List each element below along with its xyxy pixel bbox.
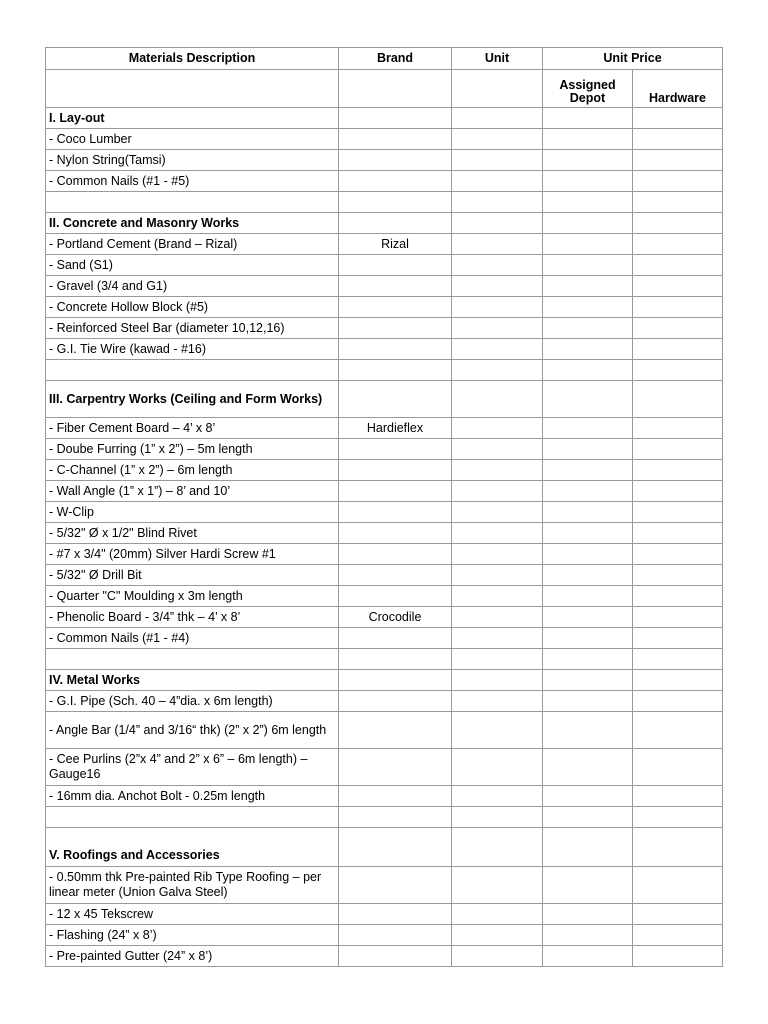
hardware-cell: [633, 129, 723, 150]
header-brand: Brand: [339, 48, 452, 70]
table-row: [46, 297, 723, 318]
hardware-cell: [633, 381, 723, 418]
unit-cell: [452, 749, 543, 786]
material-description: - W-Clip: [46, 502, 339, 523]
material-description: - 5/32" Ø Drill Bit: [46, 565, 339, 586]
assigned-depot-cell: [543, 586, 633, 607]
table-row: [46, 786, 723, 807]
unit-cell: [452, 712, 543, 749]
material-description: - Gravel (3/4 and G1): [46, 276, 339, 297]
brand-cell: [339, 904, 452, 925]
assigned-depot-cell: [543, 502, 633, 523]
hardware-cell: [633, 925, 723, 946]
brand-cell: [339, 712, 452, 749]
unit-cell: [452, 339, 543, 360]
material-description: - Cee Purlins (2”x 4” and 2” x 6” – 6m length) – Gauge16: [46, 749, 339, 786]
assigned-depot-cell: [543, 108, 633, 129]
assigned-depot-cell: [543, 318, 633, 339]
header-unit: Unit: [452, 48, 543, 70]
assigned-depot-cell: [543, 460, 633, 481]
brand-cell: [339, 192, 452, 213]
hardware-cell: [633, 502, 723, 523]
unit-cell: [452, 418, 543, 439]
hardware-cell: [633, 649, 723, 670]
brand-cell: [339, 749, 452, 786]
table-row: [46, 171, 723, 192]
hardware-cell: [633, 276, 723, 297]
assigned-depot-cell: [543, 925, 633, 946]
brand-cell: [339, 544, 452, 565]
material-description: - Nylon String(Tamsi): [46, 150, 339, 171]
table-row: [46, 867, 723, 904]
material-description: [46, 360, 339, 381]
brand-cell: [339, 381, 452, 418]
unit-cell: [452, 460, 543, 481]
unit-cell: [452, 586, 543, 607]
hardware-cell: [633, 670, 723, 691]
unit-cell: [452, 150, 543, 171]
table-row: [46, 523, 723, 544]
brand-cell: Crocodile: [339, 607, 452, 628]
unit-cell: [452, 691, 543, 712]
hardware-cell: [633, 904, 723, 925]
hardware-cell: [633, 339, 723, 360]
assigned-depot-cell: [543, 192, 633, 213]
unit-cell: [452, 502, 543, 523]
table-row: [46, 544, 723, 565]
assigned-depot-cell: [543, 544, 633, 565]
blank-row: [46, 649, 723, 670]
unit-cell: [452, 670, 543, 691]
material-description: - Angle Bar (1/4” and 3/16“ thk) (2” x 2”) 6m length: [46, 712, 339, 749]
unit-cell: [452, 108, 543, 129]
brand-cell: [339, 691, 452, 712]
brand-cell: [339, 628, 452, 649]
table-row: [46, 628, 723, 649]
header-materials-description: Materials Description: [46, 48, 339, 70]
material-description: - 0.50mm thk Pre-painted Rib Type Roofing – per linear meter (Union Galva Steel): [46, 867, 339, 904]
header-blank: [339, 70, 452, 108]
assigned-depot-cell: [543, 649, 633, 670]
brand-cell: [339, 807, 452, 828]
blank-row: [46, 807, 723, 828]
brand-cell: [339, 318, 452, 339]
brand-cell: [339, 670, 452, 691]
material-description: - G.I. Tie Wire (kawad - #16): [46, 339, 339, 360]
hardware-cell: [633, 749, 723, 786]
unit-cell: [452, 318, 543, 339]
materials-table: [45, 47, 723, 967]
unit-cell: [452, 628, 543, 649]
unit-cell: [452, 786, 543, 807]
assigned-depot-cell: [543, 418, 633, 439]
header-assigned-depot: Assigned Depot: [543, 70, 633, 108]
assigned-depot-cell: [543, 670, 633, 691]
assigned-depot-cell: [543, 439, 633, 460]
hardware-cell: [633, 297, 723, 318]
material-description: [46, 807, 339, 828]
assigned-depot-cell: [543, 946, 633, 967]
assigned-depot-cell: [543, 786, 633, 807]
hardware-cell: [633, 691, 723, 712]
brand-cell: [339, 339, 452, 360]
assigned-depot-cell: [543, 481, 633, 502]
assigned-depot-cell: [543, 749, 633, 786]
hardware-cell: [633, 439, 723, 460]
section-title: IV. Metal Works: [46, 670, 339, 691]
material-description: - Quarter "C" Moulding x 3m length: [46, 586, 339, 607]
table-row: [46, 150, 723, 171]
unit-cell: [452, 544, 543, 565]
section-title: II. Concrete and Masonry Works: [46, 213, 339, 234]
brand-cell: [339, 867, 452, 904]
section-title: I. Lay-out: [46, 108, 339, 129]
material-description: - C-Channel (1” x 2”) – 6m length: [46, 460, 339, 481]
material-description: - Coco Lumber: [46, 129, 339, 150]
hardware-cell: [633, 418, 723, 439]
assigned-depot-cell: [543, 297, 633, 318]
unit-cell: [452, 481, 543, 502]
table-body: [46, 108, 723, 967]
brand-cell: [339, 108, 452, 129]
hardware-cell: [633, 150, 723, 171]
assigned-depot-cell: [543, 807, 633, 828]
brand-cell: Hardieflex: [339, 418, 452, 439]
table-row: [46, 904, 723, 925]
table-row: [46, 318, 723, 339]
table-row: [46, 565, 723, 586]
blank-row: [46, 192, 723, 213]
hardware-cell: [633, 607, 723, 628]
material-description: - Phenolic Board - 3/4” thk – 4’ x 8’: [46, 607, 339, 628]
assigned-depot-cell: [543, 628, 633, 649]
material-description: - Sand (S1): [46, 255, 339, 276]
hardware-cell: [633, 565, 723, 586]
hardware-cell: [633, 586, 723, 607]
hardware-cell: [633, 213, 723, 234]
table-row: [46, 607, 723, 628]
table-row: [46, 276, 723, 297]
table-row: [46, 586, 723, 607]
brand-cell: [339, 171, 452, 192]
assigned-depot-cell: [543, 565, 633, 586]
material-description: - Common Nails (#1 - #5): [46, 171, 339, 192]
section-row: [46, 670, 723, 691]
material-description: - Wall Angle (1” x 1”) – 8’ and 10’: [46, 481, 339, 502]
blank-row: [46, 360, 723, 381]
table-row: [46, 481, 723, 502]
brand-cell: [339, 502, 452, 523]
hardware-cell: [633, 807, 723, 828]
assigned-depot-cell: [543, 150, 633, 171]
unit-cell: [452, 946, 543, 967]
unit-cell: [452, 523, 543, 544]
assigned-depot-cell: [543, 607, 633, 628]
table-row: [46, 439, 723, 460]
section-title: III. Carpentry Works (Ceiling and Form Works): [46, 381, 339, 418]
hardware-cell: [633, 192, 723, 213]
hardware-cell: [633, 712, 723, 749]
material-description: - Flashing (24” x 8’): [46, 925, 339, 946]
hardware-cell: [633, 234, 723, 255]
hardware-cell: [633, 255, 723, 276]
table-row: [46, 418, 723, 439]
assigned-depot-cell: [543, 381, 633, 418]
header-blank: [46, 70, 339, 108]
unit-cell: [452, 129, 543, 150]
unit-cell: [452, 234, 543, 255]
brand-cell: [339, 129, 452, 150]
table-row: [46, 502, 723, 523]
hardware-cell: [633, 628, 723, 649]
hardware-cell: [633, 867, 723, 904]
unit-cell: [452, 828, 543, 867]
brand-cell: [339, 946, 452, 967]
header-hardware: Hardware: [633, 70, 723, 108]
hardware-cell: [633, 786, 723, 807]
table-row: [46, 749, 723, 786]
assigned-depot-cell: [543, 691, 633, 712]
brand-cell: [339, 565, 452, 586]
unit-cell: [452, 192, 543, 213]
brand-cell: [339, 213, 452, 234]
material-description: - #7 x 3/4" (20mm) Silver Hardi Screw #1: [46, 544, 339, 565]
brand-cell: [339, 828, 452, 867]
assigned-depot-cell: [543, 828, 633, 867]
header-unit-price: Unit Price: [543, 48, 723, 70]
unit-cell: [452, 867, 543, 904]
material-description: - Portland Cement (Brand – Rizal): [46, 234, 339, 255]
table-row: [46, 129, 723, 150]
section-title: V. Roofings and Accessories: [46, 828, 339, 867]
section-row: [46, 828, 723, 867]
unit-cell: [452, 649, 543, 670]
material-description: [46, 649, 339, 670]
assigned-depot-cell: [543, 712, 633, 749]
assigned-depot-cell: [543, 276, 633, 297]
section-row: [46, 108, 723, 129]
hardware-cell: [633, 828, 723, 867]
brand-cell: [339, 460, 452, 481]
brand-cell: Rizal: [339, 234, 452, 255]
assigned-depot-cell: [543, 904, 633, 925]
material-description: - Pre-painted Gutter (24” x 8’): [46, 946, 339, 967]
section-row: [46, 213, 723, 234]
brand-cell: [339, 276, 452, 297]
hardware-cell: [633, 946, 723, 967]
assigned-depot-cell: [543, 234, 633, 255]
unit-cell: [452, 171, 543, 192]
assigned-depot-cell: [543, 255, 633, 276]
table-row: [46, 339, 723, 360]
unit-cell: [452, 297, 543, 318]
header-blank: [452, 70, 543, 108]
material-description: - Common Nails (#1 - #4): [46, 628, 339, 649]
hardware-cell: [633, 544, 723, 565]
brand-cell: [339, 360, 452, 381]
assigned-depot-cell: [543, 867, 633, 904]
hardware-cell: [633, 481, 723, 502]
brand-cell: [339, 786, 452, 807]
material-description: - G.I. Pipe (Sch. 40 – 4”dia. x 6m length): [46, 691, 339, 712]
hardware-cell: [633, 318, 723, 339]
assigned-depot-cell: [543, 171, 633, 192]
assigned-depot-cell: [543, 360, 633, 381]
material-description: - Concrete Hollow Block (#5): [46, 297, 339, 318]
hardware-cell: [633, 460, 723, 481]
brand-cell: [339, 150, 452, 171]
unit-cell: [452, 213, 543, 234]
brand-cell: [339, 439, 452, 460]
table-row: [46, 925, 723, 946]
material-description: - Doube Furring (1” x 2”) – 5m length: [46, 439, 339, 460]
brand-cell: [339, 481, 452, 502]
hardware-cell: [633, 523, 723, 544]
material-description: - Reinforced Steel Bar (diameter 10,12,16): [46, 318, 339, 339]
brand-cell: [339, 523, 452, 544]
unit-cell: [452, 565, 543, 586]
table-row: [46, 712, 723, 749]
material-description: - 16mm dia. Anchot Bolt - 0.25m length: [46, 786, 339, 807]
material-description: - 12 x 45 Tekscrew: [46, 904, 339, 925]
assigned-depot-cell: [543, 129, 633, 150]
section-row: [46, 381, 723, 418]
unit-cell: [452, 360, 543, 381]
material-description: [46, 192, 339, 213]
assigned-depot-cell: [543, 213, 633, 234]
table-row: [46, 255, 723, 276]
brand-cell: [339, 649, 452, 670]
material-description: - 5/32" Ø x 1/2" Blind Rivet: [46, 523, 339, 544]
assigned-depot-cell: [543, 339, 633, 360]
unit-cell: [452, 607, 543, 628]
brand-cell: [339, 586, 452, 607]
unit-cell: [452, 381, 543, 418]
unit-cell: [452, 255, 543, 276]
brand-cell: [339, 255, 452, 276]
table-row: [46, 691, 723, 712]
unit-cell: [452, 904, 543, 925]
material-description: - Fiber Cement Board – 4’ x 8’: [46, 418, 339, 439]
brand-cell: [339, 925, 452, 946]
hardware-cell: [633, 108, 723, 129]
hardware-cell: [633, 360, 723, 381]
table-row: [46, 460, 723, 481]
unit-cell: [452, 807, 543, 828]
unit-cell: [452, 925, 543, 946]
assigned-depot-cell: [543, 523, 633, 544]
brand-cell: [339, 297, 452, 318]
table-row: [46, 234, 723, 255]
unit-cell: [452, 276, 543, 297]
hardware-cell: [633, 171, 723, 192]
unit-cell: [452, 439, 543, 460]
table-row: [46, 946, 723, 967]
